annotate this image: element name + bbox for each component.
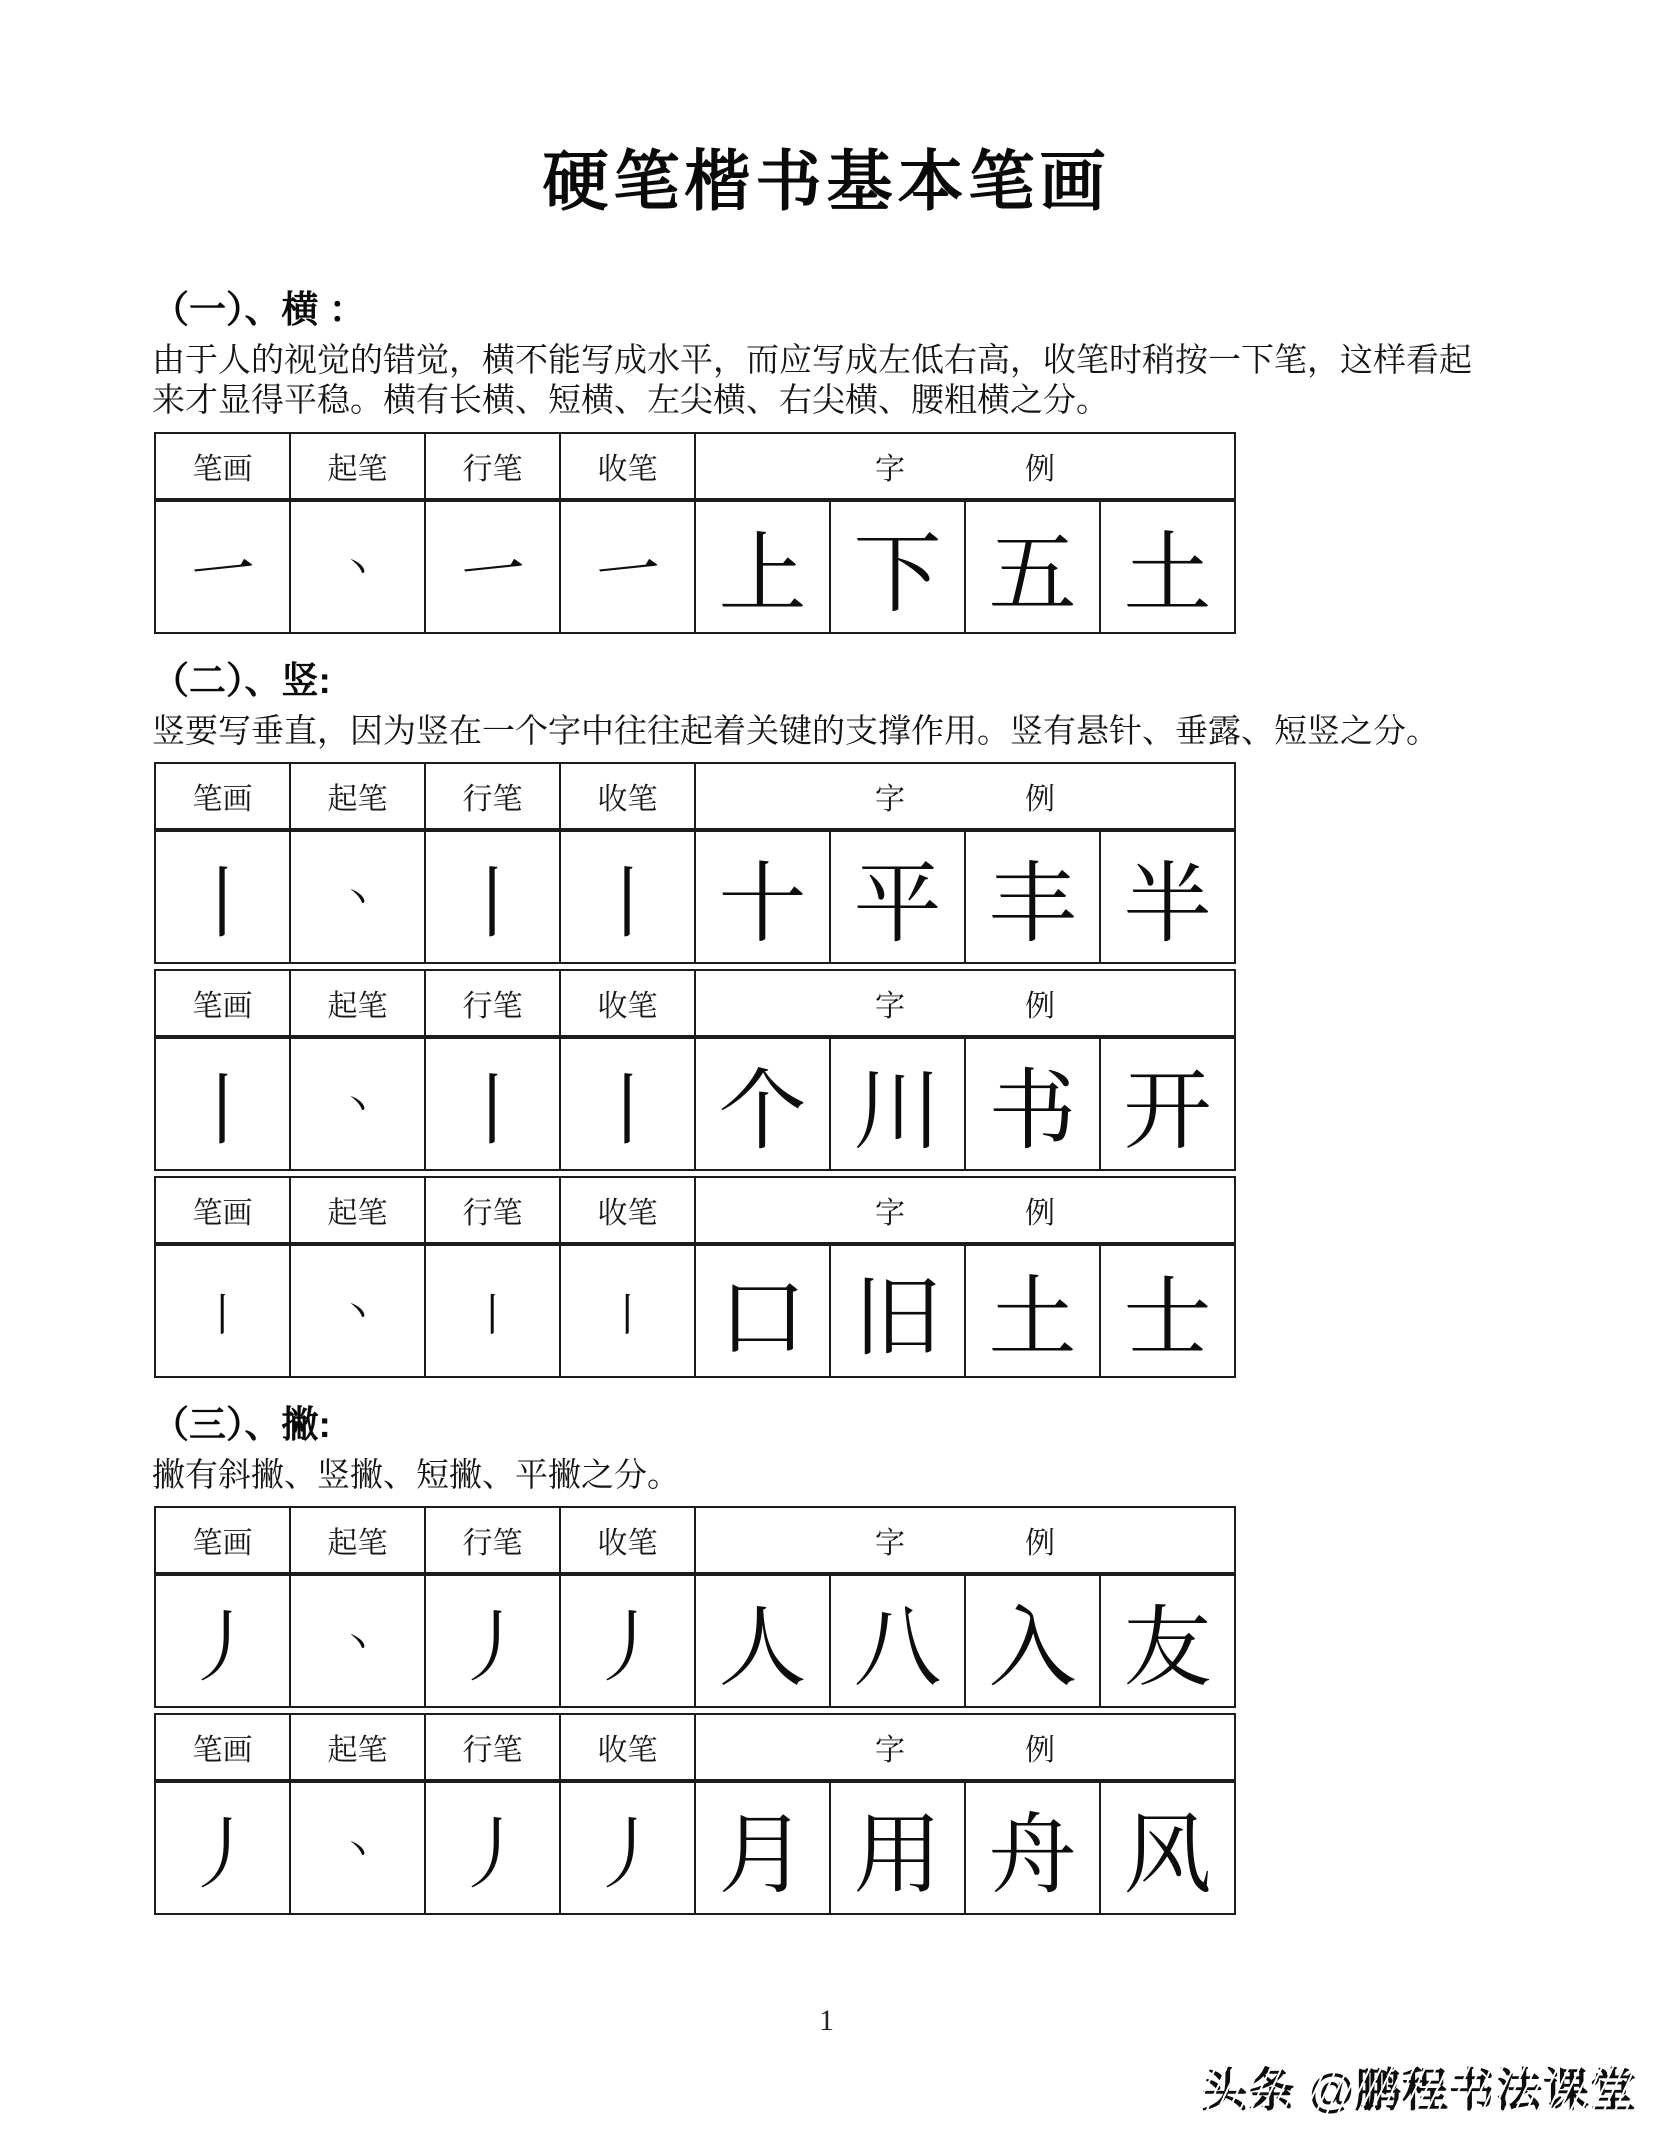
- header-cell-qibi: 起笔: [290, 763, 425, 830]
- table-header-row: [155, 1177, 1235, 1244]
- section-heading-shu: （二）、竖:: [152, 659, 331, 701]
- example-char: 书: [965, 1037, 1100, 1170]
- header-cell-xingbi: 行笔: [425, 1507, 560, 1574]
- header-cell-qibi: 起笔: [290, 433, 425, 500]
- example-char: 个: [695, 1037, 830, 1170]
- header-cell-zili: 字 例: [695, 763, 1235, 830]
- stroke-glyph: 丿: [425, 1781, 560, 1914]
- example-char: 十: [695, 830, 830, 963]
- table-header-row: [155, 433, 1235, 500]
- example-char: 半: [1100, 830, 1235, 963]
- stroke-table-shu-3: [154, 1176, 1236, 1378]
- header-cell-qibi: 起笔: [290, 1507, 425, 1574]
- stroke-glyph: 丿: [425, 1574, 560, 1707]
- stroke-glyph: 丨: [155, 830, 290, 963]
- page-title: 硬笔楷书基本笔画: [542, 144, 1111, 218]
- header-cell-bihua: 笔画: [155, 970, 290, 1037]
- page-number: 1: [819, 2004, 834, 2037]
- dot-glyph: 丶: [290, 1574, 425, 1707]
- stroke-table-shu-2: [154, 969, 1236, 1171]
- stroke-glyph: [155, 500, 290, 633]
- section-pie: [152, 1394, 1513, 1915]
- header-cell-zili: 字 例: [695, 1714, 1235, 1781]
- stroke-table-pie-1: [154, 1506, 1236, 1708]
- header-cell-shoubi: 收笔: [560, 1507, 695, 1574]
- example-char: 五: [965, 500, 1100, 633]
- stroke-glyph: 丨: [425, 1037, 560, 1170]
- header-cell-xingbi: 行笔: [425, 1177, 560, 1244]
- table-header-row: [155, 1714, 1235, 1781]
- stroke-glyph: [425, 500, 560, 633]
- example-char: 土: [965, 1244, 1100, 1377]
- dot-glyph: 丶: [290, 1244, 425, 1377]
- example-char: 平: [830, 830, 965, 963]
- example-char: 口: [695, 1244, 830, 1377]
- header-cell-xingbi: 行笔: [425, 1714, 560, 1781]
- stroke-glyph: 丨: [155, 1244, 290, 1377]
- header-cell-zili: 字 例: [695, 1507, 1235, 1574]
- table-stroke-row: [155, 1574, 1235, 1707]
- header-cell-zili: 字 例: [695, 970, 1235, 1037]
- table-stroke-row: [155, 1037, 1235, 1170]
- header-cell-shoubi: 收笔: [560, 433, 695, 500]
- dot-glyph: 丶: [290, 830, 425, 963]
- example-char: 入: [965, 1574, 1100, 1707]
- header-cell-zili: 字 例: [695, 433, 1235, 500]
- example-char: 人: [695, 1574, 830, 1707]
- table-stroke-row: [155, 1244, 1235, 1377]
- stroke-glyph-text: 一: [457, 533, 529, 611]
- stroke-glyph-text: 一: [592, 533, 664, 611]
- header-cell-qibi: 起笔: [290, 1714, 425, 1781]
- table-header-row: [155, 970, 1235, 1037]
- example-char: 下: [830, 500, 965, 633]
- section-desc-heng: 由于人的视觉的错觉，横不能写成水平，而应写成左低右高，收笔时稍按一下笔，这样看起来才显得平稳。横有长横、短横、左尖横、右尖横、腰粗横之分。: [152, 343, 1472, 420]
- stroke-glyph: 丿: [155, 1574, 290, 1707]
- example-char: 舟: [965, 1781, 1100, 1914]
- header-cell-bihua: 笔画: [155, 433, 290, 500]
- header-cell-bihua: 笔画: [155, 1507, 290, 1574]
- section-desc-pie: 撇有斜撇、竖撇、短撇、平撇之分。: [152, 1457, 680, 1494]
- example-char: 上: [695, 500, 830, 633]
- section-heading-pie: （三）、撇:: [152, 1403, 331, 1445]
- example-char: 风: [1100, 1781, 1235, 1914]
- example-char: 旧: [830, 1244, 965, 1377]
- table-stroke-row: [155, 830, 1235, 963]
- stroke-glyph-text: 一: [187, 533, 259, 611]
- stroke-glyph: 丿: [560, 1781, 695, 1914]
- example-char: 土: [1100, 500, 1235, 633]
- stroke-glyph: 丨: [560, 1037, 695, 1170]
- dot-glyph: 丶: [290, 500, 425, 633]
- stroke-glyph: 丨: [560, 830, 695, 963]
- example-char: 友: [1100, 1574, 1235, 1707]
- header-cell-xingbi: 行笔: [425, 763, 560, 830]
- header-cell-bihua: 笔画: [155, 1714, 290, 1781]
- table-header-row: [155, 1507, 1235, 1574]
- header-cell-xingbi: 行笔: [425, 433, 560, 500]
- stroke-glyph: 丿: [560, 1574, 695, 1707]
- example-char: 用: [830, 1781, 965, 1914]
- header-cell-bihua: 笔画: [155, 763, 290, 830]
- header-cell-qibi: 起笔: [290, 970, 425, 1037]
- section-shu: [152, 650, 1513, 1378]
- dot-glyph: 丶: [290, 1781, 425, 1914]
- header-cell-shoubi: 收笔: [560, 763, 695, 830]
- example-char: 川: [830, 1037, 965, 1170]
- header-cell-shoubi: 收笔: [560, 1714, 695, 1781]
- stroke-glyph: 丨: [560, 1244, 695, 1377]
- stroke-table-shu-1: [154, 762, 1236, 964]
- header-cell-xingbi: 行笔: [425, 970, 560, 1037]
- stroke-glyph: 丨: [155, 1037, 290, 1170]
- section-heading-heng: （一）、横 ：: [152, 289, 366, 330]
- stroke-glyph: 丿: [155, 1781, 290, 1914]
- page-content: [152, 279, 1513, 1915]
- table-stroke-row: [155, 1781, 1235, 1914]
- header-cell-shoubi: 收笔: [560, 970, 695, 1037]
- example-char: 开: [1100, 1037, 1235, 1170]
- header-cell-shoubi: 收笔: [560, 1177, 695, 1244]
- example-char: 八: [830, 1574, 965, 1707]
- stroke-glyph: [560, 500, 695, 633]
- section-desc-shu: 竖要写垂直，因为竖在一个字中往往起着关键的支撑作用。竖有悬针、垂露、短竖之分。: [152, 713, 1439, 750]
- stroke-glyph: 丨: [425, 830, 560, 963]
- example-char: 丰: [965, 830, 1100, 963]
- table-header-row: [155, 763, 1235, 830]
- stroke-glyph: 丨: [425, 1244, 560, 1377]
- stroke-table-pie-2: [154, 1713, 1236, 1915]
- table-stroke-row: [155, 500, 1235, 633]
- header-cell-qibi: 起笔: [290, 1177, 425, 1244]
- section-heng: [152, 279, 1513, 634]
- header-cell-bihua: 笔画: [155, 1177, 290, 1244]
- example-char: 士: [1100, 1244, 1235, 1377]
- watermark: 头条 @鹏程书法课堂: [1201, 2054, 1637, 2120]
- example-char: 月: [695, 1781, 830, 1914]
- stroke-table-heng: [154, 432, 1236, 634]
- header-cell-zili: 字 例: [695, 1177, 1235, 1244]
- dot-glyph: 丶: [290, 1037, 425, 1170]
